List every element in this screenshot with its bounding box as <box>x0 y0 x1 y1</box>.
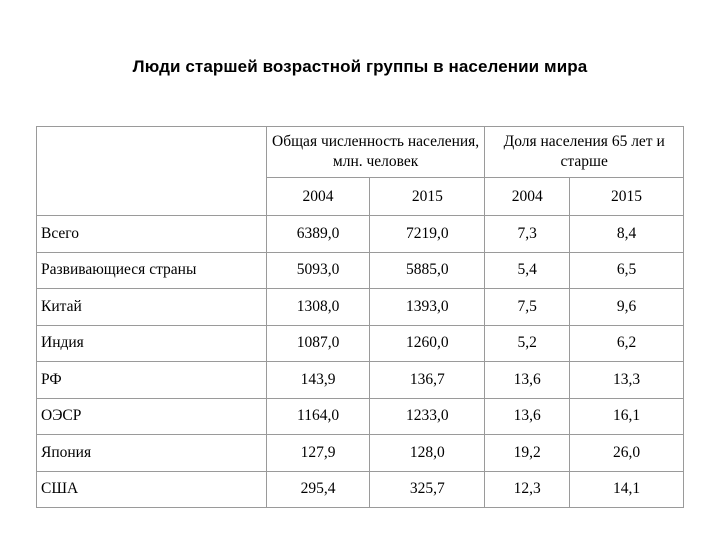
table-cell: 7,5 <box>485 289 570 326</box>
row-label: Развивающиеся страны <box>37 252 267 289</box>
year-header: 2004 <box>485 178 570 216</box>
table-cell: 1260,0 <box>370 325 485 362</box>
table-cell: 13,6 <box>485 398 570 435</box>
row-label: Всего <box>37 216 267 253</box>
table-row <box>37 252 684 289</box>
row-label: Индия <box>37 325 267 362</box>
table-corner-cell <box>37 127 267 216</box>
table-row <box>37 289 684 326</box>
table-cell: 9,6 <box>570 289 684 326</box>
table-row <box>37 362 684 399</box>
table-cell: 128,0 <box>370 435 485 472</box>
table-cell: 1164,0 <box>266 398 369 435</box>
table-row <box>37 471 684 508</box>
table-cell: 26,0 <box>570 435 684 472</box>
table-cell: 14,1 <box>570 471 684 508</box>
table-cell: 143,9 <box>266 362 369 399</box>
row-label: Китай <box>37 289 267 326</box>
table-cell: 6,5 <box>570 252 684 289</box>
year-header: 2004 <box>266 178 369 216</box>
table-row <box>37 435 684 472</box>
header-total-population: Общая численность населения, млн. человек <box>266 127 485 178</box>
page-title: Люди старшей возрастной группы в населении мира <box>132 57 588 76</box>
table-cell: 1233,0 <box>370 398 485 435</box>
table-cell: 5885,0 <box>370 252 485 289</box>
row-label: РФ <box>37 362 267 399</box>
table-cell: 5093,0 <box>266 252 369 289</box>
table-cell: 136,7 <box>370 362 485 399</box>
table-cell: 13,6 <box>485 362 570 399</box>
population-table <box>36 126 684 508</box>
table-row <box>37 325 684 362</box>
table-cell: 16,1 <box>570 398 684 435</box>
table-cell: 1393,0 <box>370 289 485 326</box>
table-cell: 127,9 <box>266 435 369 472</box>
row-label: Япония <box>37 435 267 472</box>
row-label: ОЭСР <box>37 398 267 435</box>
table-row <box>37 216 684 253</box>
year-header: 2015 <box>570 178 684 216</box>
table-cell: 19,2 <box>485 435 570 472</box>
table-cell: 12,3 <box>485 471 570 508</box>
table-cell: 5,4 <box>485 252 570 289</box>
table-header-row <box>37 127 684 178</box>
table-cell: 8,4 <box>570 216 684 253</box>
row-label: США <box>37 471 267 508</box>
table-cell: 6,2 <box>570 325 684 362</box>
table-row <box>37 398 684 435</box>
table-cell: 1308,0 <box>266 289 369 326</box>
year-header: 2015 <box>370 178 485 216</box>
table-cell: 295,4 <box>266 471 369 508</box>
table-cell: 325,7 <box>370 471 485 508</box>
table-cell: 1087,0 <box>266 325 369 362</box>
table-cell: 13,3 <box>570 362 684 399</box>
table-cell: 6389,0 <box>266 216 369 253</box>
table-cell: 7,3 <box>485 216 570 253</box>
table-cell: 5,2 <box>485 325 570 362</box>
table-cell: 7219,0 <box>370 216 485 253</box>
header-share-65-plus: Доля населения 65 лет и старше <box>485 127 684 178</box>
